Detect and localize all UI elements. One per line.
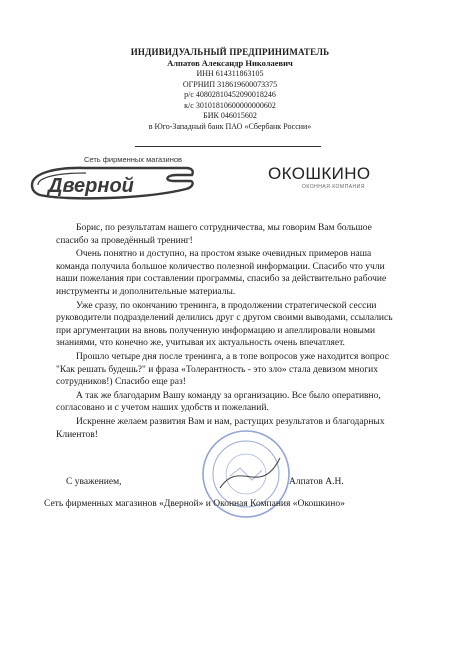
okoshkino-brand-text: ОКОШКИНО: [268, 164, 371, 183]
okoshkino-tagline: ОКОННАЯ КОМПАНИЯ: [302, 184, 365, 190]
dvernoy-brand-text: Дверной: [48, 175, 134, 197]
letterhead-bik: БИК 046015602: [203, 111, 257, 121]
paragraph: Искренне желаем развития Вам и нам, растущих результатов и благодарных Клиентов!: [56, 416, 385, 440]
letterhead-inn: ИНН 614311863105: [196, 69, 264, 78]
signer-name: Алпатов А.Н.: [289, 477, 344, 487]
paragraph: Очень понятно и доступно, на простом языке очевидных примеров наша команда получила большое количество полезной информации. Спасибо что учли наши пожелания при составлении программы, спасибо за действительно рабочие инструменты и дополнительные материалы.: [56, 249, 387, 297]
paragraph: Прошло четыре дня после тренинга, а в топе вопросов уже находится вопрос "Как решать будешь?" и фраза «Толерантность - это зло» стала девизом многих сотрудников!) Спасибо еще раз!: [56, 351, 389, 388]
letterhead-divider: [135, 146, 321, 147]
letterhead-title: ИНДИВИДУАЛЬНЫЙ ПРЕДПРИНИМАТЕЛЬ: [130, 47, 330, 57]
okoshkino-logo: [268, 164, 378, 198]
signature-stroke: [220, 458, 280, 488]
letterhead-bank: в Юго-Западный банк ПАО «Сбербанк России»: [148, 121, 312, 131]
dvernoy-logo: [26, 155, 196, 203]
dvernoy-subtitle: Сеть фирменных магазинов: [84, 155, 183, 164]
paragraph: Борис, по результатам нашего сотрудничества, мы говорим Вам большое спасибо за проведённый тренинг!: [56, 223, 372, 246]
closing-phrase: С уважением,: [66, 477, 122, 487]
paragraph: Уже сразу, по окончанию тренинга, в продолжении стратегической сессии руководители подразделений делились друг с другом своими выводами, ссылались при аргументации на вновь полученную информацию и апеллировали новыми знаниями, что конечно же, учитывая их актуальность очень впечатляет.: [56, 300, 393, 349]
letterhead-ogrnip: ОГРНИП 318619600073375: [182, 79, 278, 89]
letterhead-account: р/с 40802810452090018246: [184, 90, 276, 100]
letterhead-corr-account: к/с 30101810600000000602: [184, 100, 276, 110]
letter-body: [56, 222, 406, 442]
letterhead-name: Алпатов Александр Николаевич: [167, 58, 293, 68]
letterhead: [70, 46, 390, 133]
letter-footer: Сеть фирменных магазинов «Дверной» и Оконная Компания «Окошкино»: [44, 499, 345, 509]
paragraph: А так же благодарим Вашу команду за организацию. Все было оперативно, согласовано и с учетом наших удобств и пожеланий.: [56, 390, 381, 414]
